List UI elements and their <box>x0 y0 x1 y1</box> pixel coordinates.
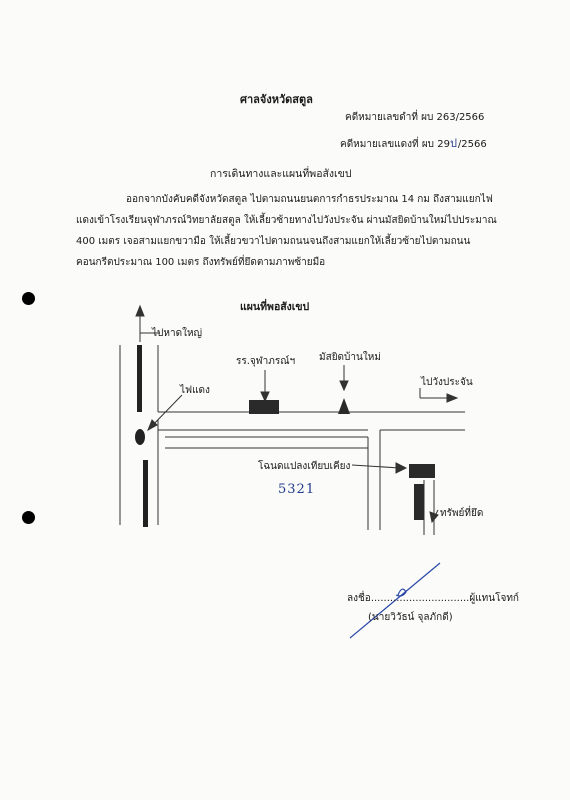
signature-dots-left: ............ <box>370 593 409 604</box>
red-case-year: /2566 <box>457 139 487 150</box>
signature-role: ผู้แทนโจทก์ <box>469 593 519 604</box>
label-to-hatyai: ไปหาดใหญ่ <box>152 328 203 339</box>
red-case-handwritten: ป <box>449 137 458 150</box>
court-name: ศาลจังหวัดสตูล <box>240 93 313 106</box>
label-seized-property: ทรัพย์ที่ยึด <box>440 508 484 519</box>
arrow-to-neighbor-deed <box>352 465 400 468</box>
section-heading: การเดินทางและแผนที่พอสังเขป <box>210 168 352 180</box>
directions-paragraph: ออกจากบังคับคดีจังหวัดสตูล ไปตามถนนยนตการกำธรประมาณ 14 กม ถึงสามแยกไฟแดงเข้าโรงเรียนจุฬาภรณ์วิทยาลัยสตูล ให้เลี้ยวซ้ายทางไปวังประจัน ผ่านมัสยิดบ้านใหม่ไปประมาณ 400 เมตร เจอสามแยกขวามือ ให้เลี้ยวขวาไปตามถนนจนถึงสามแยกให้เลี้ยวซ้ายไปตามถนนคอนกรีตประมาณ 100 เมตร ถึงทรัพย์ที่ยึดตามภาพซ้ายมือ <box>76 194 497 268</box>
black-case-number: คดีหมายเลขดำที่ ผบ 263/2566 <box>345 112 485 123</box>
arrow-to-hatyai-head <box>136 306 144 316</box>
arrow-to-wangprachan-head <box>447 394 457 402</box>
signature-prefix: ลงชื่อ <box>347 593 371 604</box>
map-title: แผนที่พอสังเขป <box>240 301 310 313</box>
signature-dots-right: ................... <box>408 593 470 604</box>
label-school: รร.จุฬาภรณ์ฯ <box>236 356 296 367</box>
handwritten-deed-number: 5321 <box>278 482 316 497</box>
red-case-prefix: คดีหมายเลขแดงที่ ผบ 29 <box>340 139 450 150</box>
neighbor-deed-plot <box>409 464 435 478</box>
median-lower <box>143 460 148 527</box>
traffic-light-marker <box>135 429 145 445</box>
arrow-to-neighbor-deed-head <box>396 463 406 473</box>
label-neighbor-deed: โฉนดแปลงเทียบเคียง <box>258 461 351 472</box>
signatory-name: (นายวิวัธน์ จุลภักดี) <box>368 612 453 623</box>
signature-line <box>347 591 519 606</box>
school-building <box>249 400 279 414</box>
label-mosque: มัสยิดบ้านใหม่ <box>319 352 381 363</box>
median-upper <box>137 345 142 412</box>
mosque-triangle <box>338 398 350 414</box>
arrow-to-mosque-head <box>340 381 348 390</box>
label-traffic-light: ไฟแดง <box>180 385 210 396</box>
seized-property-plot <box>414 484 424 520</box>
arrow-to-school-head <box>261 392 269 401</box>
label-to-wangprachan: ไปวังประจัน <box>421 377 473 388</box>
